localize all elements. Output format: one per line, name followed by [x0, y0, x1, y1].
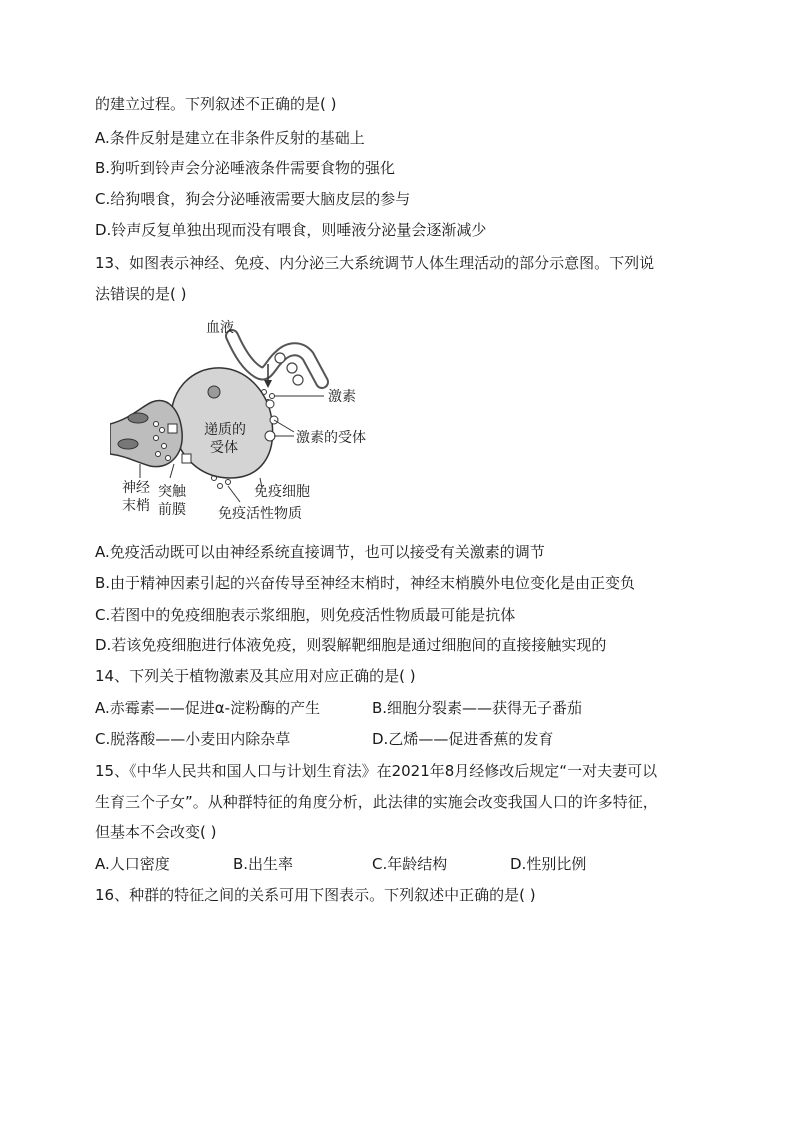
- q12-option-d: D.铃声反复单独出现而没有喂食，则唾液分泌量会逐渐减少: [95, 221, 487, 239]
- blood-cell: [293, 375, 303, 385]
- q16-stem: 16、种群的特征之间的关系可用下图表示。下列叙述中正确的是( ): [95, 886, 536, 904]
- label-immune-cell: 免疫细胞: [254, 484, 310, 500]
- blood-cell: [275, 353, 285, 363]
- blood-cell: [287, 363, 297, 373]
- receptor-leader: [274, 420, 294, 432]
- q13-stem-line1: 13、如图表示神经、免疫、内分泌三大系统调节人体生理活动的部分示意图。下列说: [95, 254, 655, 272]
- q12-option-b: B.狗听到铃声会分泌唾液条件需要食物的强化: [95, 159, 396, 177]
- hormone-receptor-mark: [265, 431, 275, 441]
- q14-stem: 14、下列关于植物激素及其应用对应正确的是( ): [95, 667, 416, 685]
- label-presynaptic-1: 突触: [158, 484, 186, 500]
- vesicle: [160, 428, 165, 433]
- label-nerve-ending-2: 末梢: [122, 498, 150, 514]
- label-hormone: 激素: [328, 389, 356, 405]
- q15-option-c: C.年龄结构: [372, 855, 448, 873]
- label-transmitter-receptor-2: 受体: [210, 440, 238, 456]
- vesicle: [156, 452, 161, 457]
- vesicle: [154, 422, 159, 427]
- immune-substance-dot: [218, 484, 223, 489]
- q15-option-a: A.人口密度: [95, 855, 170, 873]
- q15-option-d: D.性别比例: [510, 855, 587, 873]
- mitochondrion: [128, 413, 148, 423]
- q12-option-c: C.给狗喂食，狗会分泌唾液需要大脑皮层的参与: [95, 190, 411, 208]
- label-transmitter-receptor-1: 递质的: [204, 422, 246, 438]
- neuro-immune-diagram: [110, 306, 400, 530]
- vesicle: [154, 436, 159, 441]
- hormone-arrowhead: [264, 380, 272, 388]
- nerve-ending: [110, 401, 182, 467]
- label-presynaptic-2: 前膜: [158, 502, 186, 518]
- q14-option-a: A.赤霉素——促进α-淀粉酶的产生: [95, 699, 321, 717]
- vesicle: [162, 444, 167, 449]
- q13-figure: [110, 306, 400, 530]
- q15-stem-line2: 生育三个子女”。从种群特征的角度分析，此法律的实施会改变我国人口的许多特征，: [95, 793, 658, 811]
- q12-option-a: A.条件反射是建立在非条件反射的基础上: [95, 129, 365, 147]
- q13-option-d: D.若该免疫细胞进行体液免疫，则裂解靶细胞是通过细胞间的直接接触实现的: [95, 636, 607, 654]
- q15-option-b: B.出生率: [233, 855, 294, 873]
- q13-option-b: B.由于精神因素引起的兴奋传导至神经末梢时，神经末梢膜外电位变化是由正变负: [95, 574, 636, 592]
- q14-option-b: B.细胞分裂素——获得无子番茄: [372, 699, 583, 717]
- immune-substance-dot: [226, 480, 231, 485]
- q13-option-c: C.若图中的免疫细胞表示浆细胞，则免疫活性物质最可能是抗体: [95, 606, 516, 624]
- label-hormone-receptor: 激素的受体: [296, 430, 366, 446]
- q13-stem-line2: 法错误的是( ): [95, 285, 187, 303]
- q12-stem: 的建立过程。下列叙述不正确的是( ): [95, 95, 337, 113]
- label-immune-substance: 免疫活性物质: [218, 506, 302, 522]
- q14-option-d: D.乙烯——促进香蕉的发育: [372, 730, 554, 748]
- transmitter-receptor-mark: [182, 454, 191, 463]
- mitochondrion: [118, 439, 138, 449]
- presynaptic-leader: [170, 464, 174, 478]
- hormone-dot: [270, 394, 275, 399]
- substance-leader: [228, 486, 240, 502]
- label-nerve-ending-1: 神经: [122, 480, 150, 496]
- vesicle: [166, 456, 171, 461]
- transmitter-receptor-mark: [168, 424, 177, 433]
- q13-option-a: A.免疫活动既可以由神经系统直接调节，也可以接受有关激素的调节: [95, 543, 545, 561]
- hormone-receptor-mark: [266, 400, 274, 408]
- cell-nucleus: [208, 386, 220, 398]
- q15-stem-line3: 但基本不会改变( ): [95, 823, 217, 841]
- label-blood: 血液: [206, 320, 234, 336]
- q15-stem-line1: 15、《中华人民共和国人口与计划生育法》在2021年8月经修改后规定“一对夫妻可以: [95, 762, 658, 780]
- q14-option-c: C.脱落酸——小麦田内除杂草: [95, 730, 291, 748]
